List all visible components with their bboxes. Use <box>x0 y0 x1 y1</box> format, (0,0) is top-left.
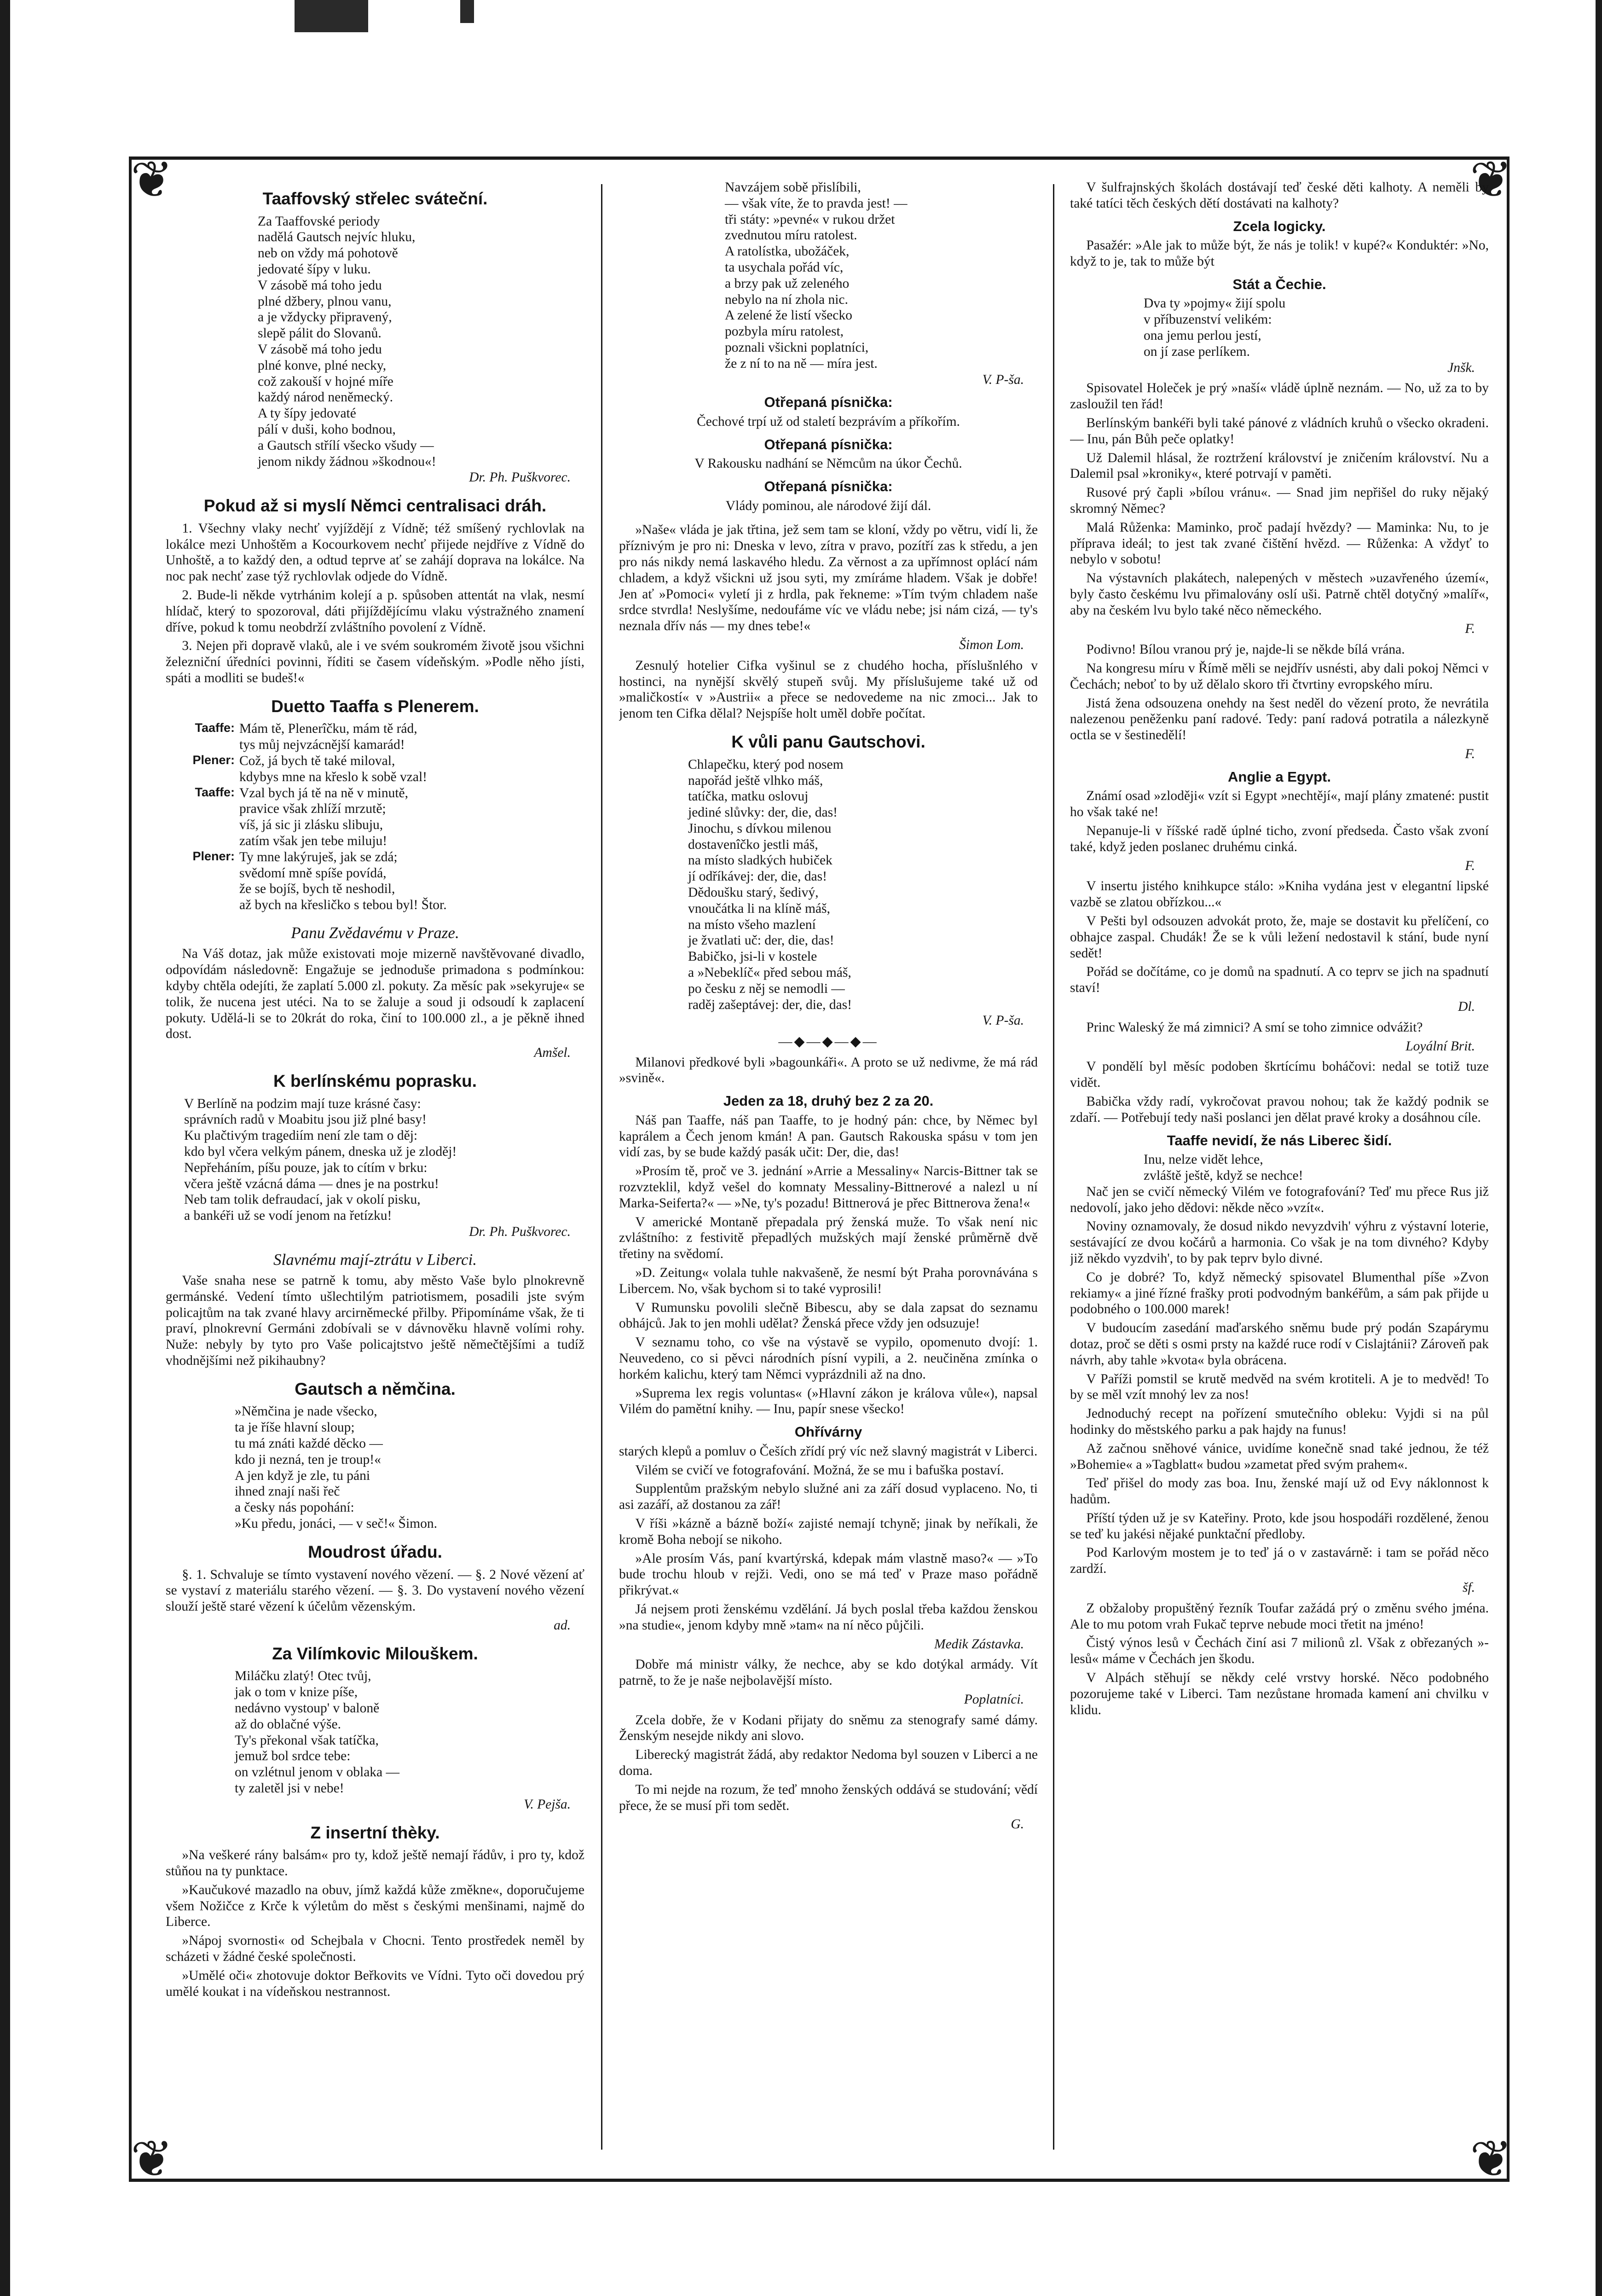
poem-line: a je vždycky připravený, <box>258 310 392 325</box>
paragraph: Pasažér: »Ale jak to může být, že nás je tolik! v kupé?« Konduktér: »No, když to je, tak to může být <box>1070 238 1489 269</box>
paragraph: Teď přišel do mody zas boa. Inu, ženské mají už od Evy náklonnost k hadům. <box>1070 1476 1489 1507</box>
section-divider: —◆—◆—◆— <box>778 1034 879 1049</box>
column-rule <box>1053 184 1054 2150</box>
paragraph: Podivno! Bílou vranou prý je, najde-li se někde bílá vrána. <box>1086 642 1405 657</box>
paragraph: Na Váš dotaz, jak může existovati moje mizerně navštěvované divadlo, odpovídám následovně: Engažuje se jednoduše primadona s podmínkou: kdyby chtěla odejíti, že zaplatí 5.000 zl. pokuty. Za měsíc pak »sekyruje« se tolik, že nucena jest utéci. Na to se žaluje a soud ji odsoudí k zaplacení pokuty. Udělá-li se to 20krát do roka, činí to 100.000 zl., a je pěkně ihned dost. <box>166 946 584 1042</box>
column-3 <box>1070 180 1489 2163</box>
poem-line: A ratolístka, ubožáček, <box>725 244 850 259</box>
poem-line: a bankéři už se vodí jenom na řetízku! <box>184 1208 392 1223</box>
dialogue-line: tys můj nejvzácnější kamarád! <box>239 737 405 753</box>
paragraph: Už Dalemil hlásal, že roztržení království je zničením království. Nu a Dalemil psal »kroniky«, které potrvají v paměti. <box>1070 450 1489 481</box>
paragraph: Z obžaloby propuštěný řezník Toufar zažádá prý o změnu svého jména. Ale to mu potom vrah Fukač teprve nebude moci třetit na jméno! <box>1070 1600 1489 1632</box>
dialogue-line: Vzal bych já tě na ně v minutě, <box>239 785 408 800</box>
paragraph: 3. Nejen při dopravě vlaků, ale i ve svém soukromém životě jsou všichni železniční úředníci povinni, říditi se časem vídeňským. »Podle něho jísti, spáti a modliti se budeš!« <box>166 638 584 686</box>
paragraph: »Nápoj svornosti« od Schejbala v Chocni. Tento prostředek neměl by scházeti v žádné české společnosti. <box>166 1933 584 1964</box>
poem-line: plné konve, plné necky, <box>258 358 387 373</box>
poem-line: slepě pálit do Slovanů. <box>258 326 382 341</box>
article-title: Panu Zvědavému v Praze. <box>291 924 459 942</box>
article-title: Gautsch a němčina. <box>295 1379 456 1398</box>
poem-line: Dva ty »pojmy« žijí spolu <box>1144 296 1286 311</box>
paragraph: V Rakousku nadhání se Němcům na úkor Čechů. <box>694 456 962 471</box>
dialogue-line: že se bojíš, bych tě neshodil, <box>239 881 395 897</box>
paragraph: Jistá žena odsouzena onehdy na šest neděl do vězení proto, že nevrátila nalezenou peněženku paní radové. Tedy: paní radová potratila a nálezkyně octla se v šestinedělí! <box>1070 696 1489 743</box>
poem-line: Neb tam tolik defraudací, jak v okolí pisku, <box>184 1192 421 1207</box>
paragraph: »Umělé oči« zhotovuje doktor Beřkovits ve Vídni. Tyto oči dovedou prý umělé koukat i na vídeňskou nestrannost. <box>166 1968 584 1999</box>
paragraph: »Prosím tě, proč ve 3. jednání »Arrie a Messaliny« Narcis-Bittner tak se rozvzteklil, když vešel do komnaty Messaliny-Bittnerové a nalezl u ní Marka-Seiferta?« — »Ne, ty's pozadu! Bittnerová je přec Bittnerova žena!« <box>619 1164 1038 1211</box>
poem-line: Miláčku zlatý! Otec tvůj, <box>235 1669 371 1684</box>
poem-line: neb on vždy má pohotově <box>258 246 398 261</box>
article-title: K vůli panu Gautschovi. <box>731 732 925 752</box>
column-1 <box>166 180 584 2163</box>
corner-ornament-icon: ❦ <box>1469 2129 1513 2188</box>
poem-line: nebylo na ní zhola nic. <box>725 292 848 307</box>
paragraph: Supplentům pražským nebylo služné ani za září dosud vyplaceno. No, ti asi zazáří, až dostanou za zář! <box>619 1481 1038 1513</box>
poem-line: Jinochu, s dívkou milenou <box>688 821 832 836</box>
speaker-name: Taaffe: <box>195 785 235 799</box>
author-signature: F. <box>1465 747 1475 762</box>
poem-line: jak o tom v knize píše, <box>235 1685 358 1700</box>
article-title: Taaffovský střelec sváteční. <box>262 189 488 208</box>
paragraph: Náš pan Taaffe, náš pan Taaffe, to je hodný pán: chce, by Němec byl kaprálem a Čech jenom kmán! A pan. Gautsch Rakouska spásu v tom jen vidí zas, by se bude každý pasák učit: Der, die, das! <box>619 1113 1038 1160</box>
poem-line: a Gautsch střílí všecko všudy — <box>258 438 434 453</box>
article-title: Za Vilímkovic Milouškem. <box>272 1644 478 1663</box>
frame-right-rule <box>1507 157 1509 2182</box>
paragraph: »Suprema lex regis voluntas« (»Hlavní zákon je králova vůle«), napsal Vilém do pamětní knihy. — Inu, papír snese všecko! <box>619 1386 1038 1417</box>
article-title: Ohřívárny <box>794 1424 862 1440</box>
author-signature: Loyální Brit. <box>1405 1038 1475 1054</box>
article-title: Taaffe nevidí, že nás Liberec šidí. <box>1167 1132 1392 1148</box>
poem-line: A zelené že listí všecko <box>725 308 852 323</box>
paragraph: Já nejsem proti ženskému vzdělání. Já bych poslal třeba každou ženskou »na studie«, jenom kdyby mně »tam« na ní něco půjčili. <box>619 1601 1038 1633</box>
poem-line: ona jemu perlou jestí, <box>1144 328 1261 343</box>
corner-ornament-icon: ❦ <box>130 2129 174 2188</box>
poem-line: v příbuzenství velikém: <box>1144 312 1272 327</box>
poem-line: Navzájem sobě přislíbili, <box>725 180 861 195</box>
paragraph: Až začnou sněhové vánice, uvidíme konečně snad také jednou, že též »Bohemie« a »Tagblatt« budou »zametat před svým prahem«. <box>1070 1441 1489 1472</box>
speaker-name: Plener: <box>192 753 235 767</box>
poem <box>166 1096 584 1224</box>
paragraph: Nepanuje-li v říšské radě úplné ticho, zvoní předseda. Často však zvoní také, když jeden poslanec druhému cinká. <box>1070 823 1489 854</box>
author-signature: Dr. Ph. Puškvorec. <box>469 470 571 485</box>
paragraph: Princ Waleský že má zimnici? A smí se toho zimnice odvážit? <box>1086 1020 1423 1035</box>
dialogue-line: zatím však jen tebe miluju! <box>239 834 387 849</box>
author-signature: Jnšk. <box>1447 360 1475 375</box>
paragraph: »Na veškeré rány balsám« pro ty, kdož ještě nemají řádův, i pro ty, kdož stůňou na ty punktace. <box>166 1848 584 1879</box>
poem-line: pozbyla míru ratolest, <box>725 324 844 339</box>
article-title: Slavnému mají-ztrátu v Liberci. <box>273 1250 477 1269</box>
poem-line: Dědoušku starý, šedivý, <box>688 885 819 900</box>
paragraph: Známí osad »zloději« vzít si Egypt »nechtějí«, mají plány zmatené: pustit ho však také ne! <box>1070 789 1489 820</box>
paragraph: Babička vždy radí, vykročovat pravou nohou; tak že každý podnik se zdaří. — Potřebují tedy naši poslanci jen dělat pravé kroky a dosáhnou cíle. <box>1070 1094 1489 1125</box>
poem-line: V Berlíně na podzim mají tuze krásné časy: <box>184 1096 421 1111</box>
poem-line: nadělá Gautsch nejvíc hluku, <box>258 230 416 245</box>
poem-line: Babičko, jsi-li v kostele <box>688 949 817 964</box>
paragraph: Pořád se dočítáme, co je domů na spadnutí. A co teprv se jich na spadnutí staví! <box>1070 964 1489 996</box>
poem-line: on jí zase perlíkem. <box>1144 344 1250 359</box>
paragraph: Spisovatel Holeček je prý »naší« vládě úplně neznám. — No, už za to by zasloužil ten řád! <box>1070 381 1489 412</box>
article-title: Moudrost úřadu. <box>308 1542 442 1561</box>
poem-line: Nepřeháním, píšu pouze, jak to cítím v brku: <box>184 1160 428 1175</box>
paragraph: V pondělí byl měsíc podoben škrtícímu boháčovi: nedal se totiž tuze vidět. <box>1070 1059 1489 1090</box>
author-signature: Dl. <box>1458 999 1475 1014</box>
paragraph: Jednoduchý recept na pořízení smutečního obleku: Vyjdi si na půl hodinky do městského parku a pak hajdy na funus! <box>1070 1406 1489 1437</box>
author-signature: Amšel. <box>534 1045 571 1061</box>
author-signature: Medik Zástavka. <box>934 1636 1024 1652</box>
poem-line: tatíčka, matku oslovuj <box>688 789 809 804</box>
article-title: Jeden za 18, druhý bez 2 za 20. <box>723 1093 934 1109</box>
poem-line: a brzy pak už zeleného <box>725 276 850 291</box>
dialogue-line: kdybys mne na křeslo k sobě vzal! <box>239 769 427 784</box>
poem-line: na místo všeho mazlení <box>688 917 816 932</box>
paragraph: V seznamu toho, co vše na výstavě se vypilo, opomenuto dvojí: 1. Neuvedeno, co si pěvci národních písní vypili, a 2. neučiněna zmínka o horkém kalichu, který tam Němci vyprázdnili až na dno. <box>619 1335 1038 1382</box>
paragraph: Nač jen se cvičí německý Vilém ve fotografování? Teď mu přece Rus již nedovolí, jako jeho dědovi: někde něco »vzít«. <box>1070 1184 1489 1215</box>
poem-line: vnoučátka li na klíně máš, <box>688 901 830 916</box>
column-rule <box>601 184 602 2150</box>
paragraph: »Naše« vláda je jak třtina, jež sem tam se kloní, vždy po větru, vidí li, že příznivým je pro ni: Dneska v levo, zítra v pravo, pozítří zas k středu, a jen pro nás nikdy nemá laskavého hledu. Za věrnost a za upřímnost oplácí nám chladem, a když všickni už jsou syti, my zmíráme hladem. Však je dobře! Jen ať »Pomoci« vyletí ji z hrdla, pak řekneme: »Tím tvým chladem naše srdce stvrdla! Neslyšíme, nedoufáme víc ve vládu nebe; jsi nám cizá, — ty's neznala dřív nás — my dnes tebe!« <box>619 522 1038 634</box>
author-signature: V. P-ša. <box>982 372 1024 387</box>
paragraph: V americké Montaně přepadala prý ženská muže. To však není nic zvláštního: z festivitě přepadlých mužských mají ženské průměrně dvě třetiny na svědomí. <box>619 1214 1038 1262</box>
article-title: Otřepaná písnička: <box>764 394 893 411</box>
dialogue-entry <box>166 849 584 913</box>
poem-line: Chlapečku, který pod nosem <box>688 757 844 772</box>
poem-line: ta je říše hlavní sloup; <box>235 1420 355 1435</box>
dialogue-line: až bych na křesličko s tebou byl! Štor. <box>239 898 447 913</box>
paragraph: 2. Bude-li někde vytrhánim kolejí a p. spůsoben attentát na vlak, nesmí hlídač, který to spozoroval, dáti přijíždějícímu vlaku výstražného znamení dříve, pokud k tomu neobdrží zvláštního povolení z Vídně. <box>166 588 584 635</box>
paragraph: Dobře má ministr války, že nechce, aby se kdo dotýkal armády. Vít patrně, to že je naše nejbolavější místo. <box>619 1657 1038 1688</box>
paragraph: V Alpách stěhují se někdy celé vrstvy horské. Něco podobného pozorujeme také v Liberci. Tam nezůstane hromada kamení ani chvilku v klidu. <box>1070 1670 1489 1717</box>
article-title: K berlínskému poprasku. <box>273 1071 477 1090</box>
paragraph: V insertu jistého knihkupce stálo: »Kniha vydána jest v elegantní lipské vazbě se zlatou obřízkou...« <box>1070 879 1489 910</box>
poem-line: on vzlétnul jenom v oblaka — <box>235 1765 400 1780</box>
paragraph: Milanovi předkové byli »bagounkáři«. A proto se už nedivme, že má rád »svině«. <box>619 1055 1038 1086</box>
poem-line: A jen když je zle, tu páni <box>235 1468 370 1483</box>
paragraph: To mi nejde na rozum, že teď mnoho ženských oddává se studování; vědí přece, že se musí při tom sedět. <box>619 1782 1038 1813</box>
poem-line: každý národ neněmecký. <box>258 390 393 405</box>
paragraph: V Pešti byl odsouzen advokát proto, že, maje se dostavit ku přelíčení, co obhajce zaspal. Chudák! Že se k vůli ležení nedostavil k stání, bude nyní sedět! <box>1070 914 1489 961</box>
paragraph: V budoucím zasedání maďarského sněmu bude prý podán Szapárymu dotaz, proč se děti s osmi prsty na každé ruce rodí v Cislajtánii? Zároveň pak návrh, aby tahle »kvota« byla obrácena. <box>1070 1321 1489 1368</box>
paragraph: Na výstavních plakátech, nalepených v městech »uzavřeného území«, byly často českému lvu přimalovány oslí uši. Patrně chtěl dotyčný »malíř«, aby na českém lvu bylo také něco německého. <box>1070 571 1489 618</box>
dialogue-entry <box>166 753 584 785</box>
dialogue-entry <box>166 721 584 753</box>
poem-line: nedávno vystoup' v baloně <box>235 1700 380 1716</box>
scan-edge-left <box>0 0 10 2296</box>
speaker-name: Plener: <box>192 849 235 863</box>
paragraph: 1. Všechny vlaky nechť vyjíždějí z Vídně; též smíšený rychlovlak na lokálce mezi Unhoštěm a Kocourkovem nechť přijede nejdříve z Vídně do Unhoště, a to každý den, a odtud teprve ať se zahájí doprava na lokálce. Na noc pak nechť zase týž rychlovlak odjede do Vídně. <box>166 521 584 584</box>
author-signature: Šimon Lom. <box>959 638 1024 653</box>
poem-line: jedovaté šípy v luku. <box>258 262 371 277</box>
scan-edge-right <box>1596 0 1602 2296</box>
paragraph: »Ale prosím Vás, paní kvartýrská, kdepak mám vlastně maso?« — »To bude trochu hloub v rejži. Vedi, ono se má teď v Praze maso pořádně přikrývat.« <box>619 1551 1038 1598</box>
poem-line: V zásobě má toho jedu <box>258 342 382 357</box>
poem-line: napořád ještě vlhko máš, <box>688 773 823 788</box>
author-signature: Dr. Ph. Puškvorec. <box>469 1224 571 1239</box>
paragraph: Berlínským bankéři byli také pánové z vládních kruhů o všecko okradeni. — Inu, pán Bůh peče oplatky! <box>1070 415 1489 446</box>
poem-line: že z ní to na ně — míra jest. <box>725 356 878 371</box>
poem-line: správních radů v Moabitu jsou již plné basy! <box>184 1112 427 1127</box>
paragraph: starých klepů a pomluv o Češích zřídí prý víc než slavný magistrát v Liberci. <box>619 1444 1038 1459</box>
poem <box>1070 296 1489 359</box>
dialogue-line: Mám tě, Plenerîčku, mám tě rád, <box>239 721 417 736</box>
article-title: Z insertní thèky. <box>310 1823 440 1842</box>
paragraph: Vilém se cvičí ve fotografování. Možná, že se mu i bafuška postaví. <box>635 1462 1004 1478</box>
scan-mark <box>460 0 474 23</box>
poem-line: tři státy: »pevné« v rukou držet <box>725 212 895 227</box>
paragraph: Liberecký magistrát žádá, aby redaktor Nedoma byl souzen v Liberci a ne doma. <box>619 1747 1038 1779</box>
paragraph: Pod Karlovým mostem je to teď já o v zastavárně: i tam se pořád něco zardží. <box>1070 1545 1489 1577</box>
poem-line: ihned znají naši řeč <box>235 1484 340 1499</box>
frame-left-rule <box>129 157 132 2182</box>
author-signature: G. <box>1011 1817 1024 1832</box>
poem <box>1070 1152 1489 1184</box>
poem-line: kdo ji nezná, ten je troup!« <box>235 1452 381 1467</box>
paragraph: §. 1. Schvaluje se tímto vystavení nového vězení. — §. 2 Nové vězení ať se vystaví z materiálu starého vězení. — §. 3. Do vystavení nového vězení slouží ještě staré vězení k účelům vězenským. <box>166 1567 584 1614</box>
poem-line: tu má znáti každé děcko — <box>235 1436 383 1451</box>
dialogue-line: Ty mne lakýruješ, jak se zdá; <box>239 849 398 864</box>
poem-line: »Němčina je nade všecko, <box>235 1404 377 1419</box>
poem <box>166 1668 584 1796</box>
poem-line: — však víte, že to pravda jest! — <box>725 196 908 211</box>
poem <box>166 1403 584 1531</box>
dialogue-line: víš, já sic ji zlásku slibuju, <box>239 818 383 833</box>
poem-line: a »Nebeklíč« před sebou máš, <box>688 965 851 980</box>
article-title: Stát a Čechie. <box>1232 276 1326 292</box>
author-signature: F. <box>1465 858 1475 873</box>
author-signature: F. <box>1465 621 1475 637</box>
poem-line: V zásobě má toho jedu <box>258 278 382 293</box>
poem-line: Za Taaffovské periody <box>258 214 380 229</box>
poem-line: plné džbery, plnou vanu, <box>258 294 392 309</box>
poem-line: ty zaletěl jsi v nebe! <box>235 1780 344 1796</box>
paragraph: Zesnulý hotelier Cifka vyšinul se z chudého hocha, příslušnlého v hostinci, na nynější skvělý stupeň svůj. My příslušujeme také už od »maličkostí« v »Austrii« a přece se nedovedeme na nic zmoci... Jak to jenom ten Cifka dělal? Nejspíše holt uměl dobře počítat. <box>619 658 1038 721</box>
paragraph: Na kongresu míru v Římě měli se nejdřív usnésti, aby dali pokoj Němci v Čechách; neboť to by už dělalo skoro tři čtvrtiny evropského míru. <box>1070 661 1489 692</box>
paragraph: V říši »kázně a bázně boží« zajisté nemají tchyně; jinak by neříkali, že kromě Boha nebojí se nikoho. <box>619 1516 1038 1547</box>
corner-ornament-icon: ❦ <box>130 150 174 209</box>
poem <box>619 180 1038 372</box>
paragraph: Co je dobré? To, když německý spisovatel Blumenthal píše »Zvon rekiamy« a jiné řízné frašky proti podvodným bankéřům, a sám pak přijde u podobného o 100.000 marek! <box>1070 1270 1489 1317</box>
poem-line: dostavenîčko jestli máš, <box>688 837 818 852</box>
poem <box>619 757 1038 1013</box>
paragraph: Rusové prý čapli »bílou vránu«. — Snad jim nepřišel do ruky nějaký skromný Němec? <box>1070 485 1489 516</box>
paragraph: Malá Růženka: Maminko, proč padají hvězdy? — Maminka: Nu, to je příprava ideál; to jest tak zvané čištění hvězd. — Růženka: A vždyť to nebylo v sobotu! <box>1070 520 1489 567</box>
author-signature: Poplatníci. <box>964 1692 1024 1707</box>
paragraph: V šulfrajnských školách dostávají teď české děti kalhoty. A neměli by také tatíci těch českých dětí dostávati na kalhoty? <box>1070 180 1489 211</box>
poem-line: jemuž bol srdce tebe: <box>235 1749 351 1764</box>
author-signature: V. Pejša. <box>524 1797 571 1812</box>
poem-line: pálí v duši, koho bodnou, <box>258 422 396 437</box>
poem-line: kdo byl včera velkým pánem, dneska už je zloděj! <box>184 1144 457 1159</box>
article-title: Zcela logicky. <box>1233 218 1326 234</box>
poem-line: Inu, nelze vidět lehce, <box>1144 1152 1263 1167</box>
poem-line: po česku z něj se nemodli — <box>688 981 845 996</box>
paragraph: V Paříži pomstil se krutě medvěd na svém krotiteli. A je to medvěd! To by se měl vzít mnohý lev za nos! <box>1070 1371 1489 1403</box>
dialogue-line: pravice však zhlíží mrzutě; <box>239 801 386 817</box>
article-title: Otřepaná písnička: <box>764 478 893 495</box>
author-signature: ad. <box>554 1618 571 1633</box>
speaker-name: Taaffe: <box>195 721 235 735</box>
author-signature: šf. <box>1462 1580 1475 1595</box>
poem-line: jenom nikdy žádnou »škodnou«! <box>258 454 436 469</box>
poem-line: A ty šípy jedovaté <box>258 406 356 421</box>
scan-mark <box>295 0 368 32</box>
poem-line: Ty's překonal však tatíčka, <box>235 1733 379 1748</box>
article-title: Otřepaná písnička: <box>764 436 893 452</box>
poem-line: raděj zašeptávej: der, die, das! <box>688 997 852 1012</box>
dialogue-entry <box>166 785 584 849</box>
poem-line: »Ku předu, jonáci, — v seč!« Šimon. <box>235 1516 437 1531</box>
author-signature: V. P-ša. <box>982 1013 1024 1028</box>
poem <box>166 214 584 470</box>
dialogue-line: svědomí mně spíše povídá, <box>239 865 387 881</box>
paragraph: V Rumunsku povolili slečně Bibescu, aby se dala zapsat do seznamu obhájců. Jak to jen mohli udělat? Ženská přece vždy jen odsuzuje! <box>619 1300 1038 1331</box>
paragraph: Vlády pominou, ale národové žijí dál. <box>725 498 931 513</box>
poem-line: Ku plačtivým tragediím není zle tam o děj: <box>184 1128 418 1143</box>
poem-line: je žvatlati uč: der, die, das! <box>688 933 834 948</box>
poem-line: včera ještě vzácná dáma — dnes je na postrku! <box>184 1176 439 1191</box>
paragraph: Příští týden už je sv Kateřiny. Proto, kde jsou hospodáři rozdělené, ženou se teď ku jakési nějaké punktační předloby. <box>1070 1510 1489 1542</box>
poem-line: zvednutou míru ratolest. <box>725 228 857 243</box>
paragraph: Čechové trpí už od staletí bezprávím a příkořím. <box>697 414 960 429</box>
corner-ornament-icon: ❦ <box>1469 150 1513 209</box>
dialogue-line: Což, já bych tě také miloval, <box>239 754 395 769</box>
poem-line: což zakouší v hojné míře <box>258 374 393 389</box>
article-title: Anglie a Egypt. <box>1228 768 1331 785</box>
poem-line: ta usychala pořád víc, <box>725 260 844 275</box>
poem-line: až do oblačné výše. <box>235 1716 341 1732</box>
poem-line: poznali všickni poplatníci, <box>725 340 869 355</box>
poem-line: jí odříkávej: der, die, das! <box>688 869 827 884</box>
paragraph: »D. Zeitung« volala tuhle nakvašeně, že nesmí být Praha porovnávána s Libercem. No, však bychom si to také vyprosili! <box>619 1265 1038 1296</box>
paragraph: Čistý výnos lesů v Čechách činí asi 7 milionů zl. Však z obřezaných »-lesů« máme v Čechách jen škodu. <box>1070 1635 1489 1667</box>
poem-line: a česky nás popohání: <box>235 1500 354 1515</box>
poem-line: zvláště ještě, když se nechce! <box>1144 1168 1303 1183</box>
column-2 <box>619 180 1038 2163</box>
paragraph: Noviny oznamovaly, že dosud nikdo nevyzdvih' výhru z výstavní loterie, sestávající ze dvou kočárů a harmonia. Co však je na tom divného? Kdyby již někdo vyzdvih', to by pak teprv bylo divné. <box>1070 1219 1489 1266</box>
poem-line: na místo sladkých hubiček <box>688 853 833 868</box>
article-title: Pokud až si myslí Němci centralisaci dráh. <box>203 496 547 516</box>
paragraph: Vaše snaha nese se patrně k tomu, aby město Vaše bylo plnokrevně germánské. Vedení tímto ušlechtilým patriotismem, posadili jste svým policajtům na tak zvané hlavy arcirněmecké přilby. Připomínáme však, že ti praví, plnokrevní Germáni zdobívali se v dávnověku hlavně volími rohy. Nuže: nebyly by tyto pro Vaše policajtstvo ještě němečtějšími a tudíž vhodnějšími než pikihaubny? <box>166 1273 584 1368</box>
paragraph: »Kaučukové mazadlo na obuv, jímž každá kůže změkne«, doporučujeme všem Nožičce z Krče k výletům do měst s českými menšinami, najmě do Liberce. <box>166 1882 584 1930</box>
paragraph: Zcela dobře, že v Kodani přijaty do sněmu za stenografy samé dámy. Ženským nesejde nikdy ani slovo. <box>619 1712 1038 1744</box>
poem-line: jediné slůvky: der, die, das! <box>688 805 838 820</box>
article-title: Duetto Taaffa s Plenerem. <box>271 696 479 716</box>
